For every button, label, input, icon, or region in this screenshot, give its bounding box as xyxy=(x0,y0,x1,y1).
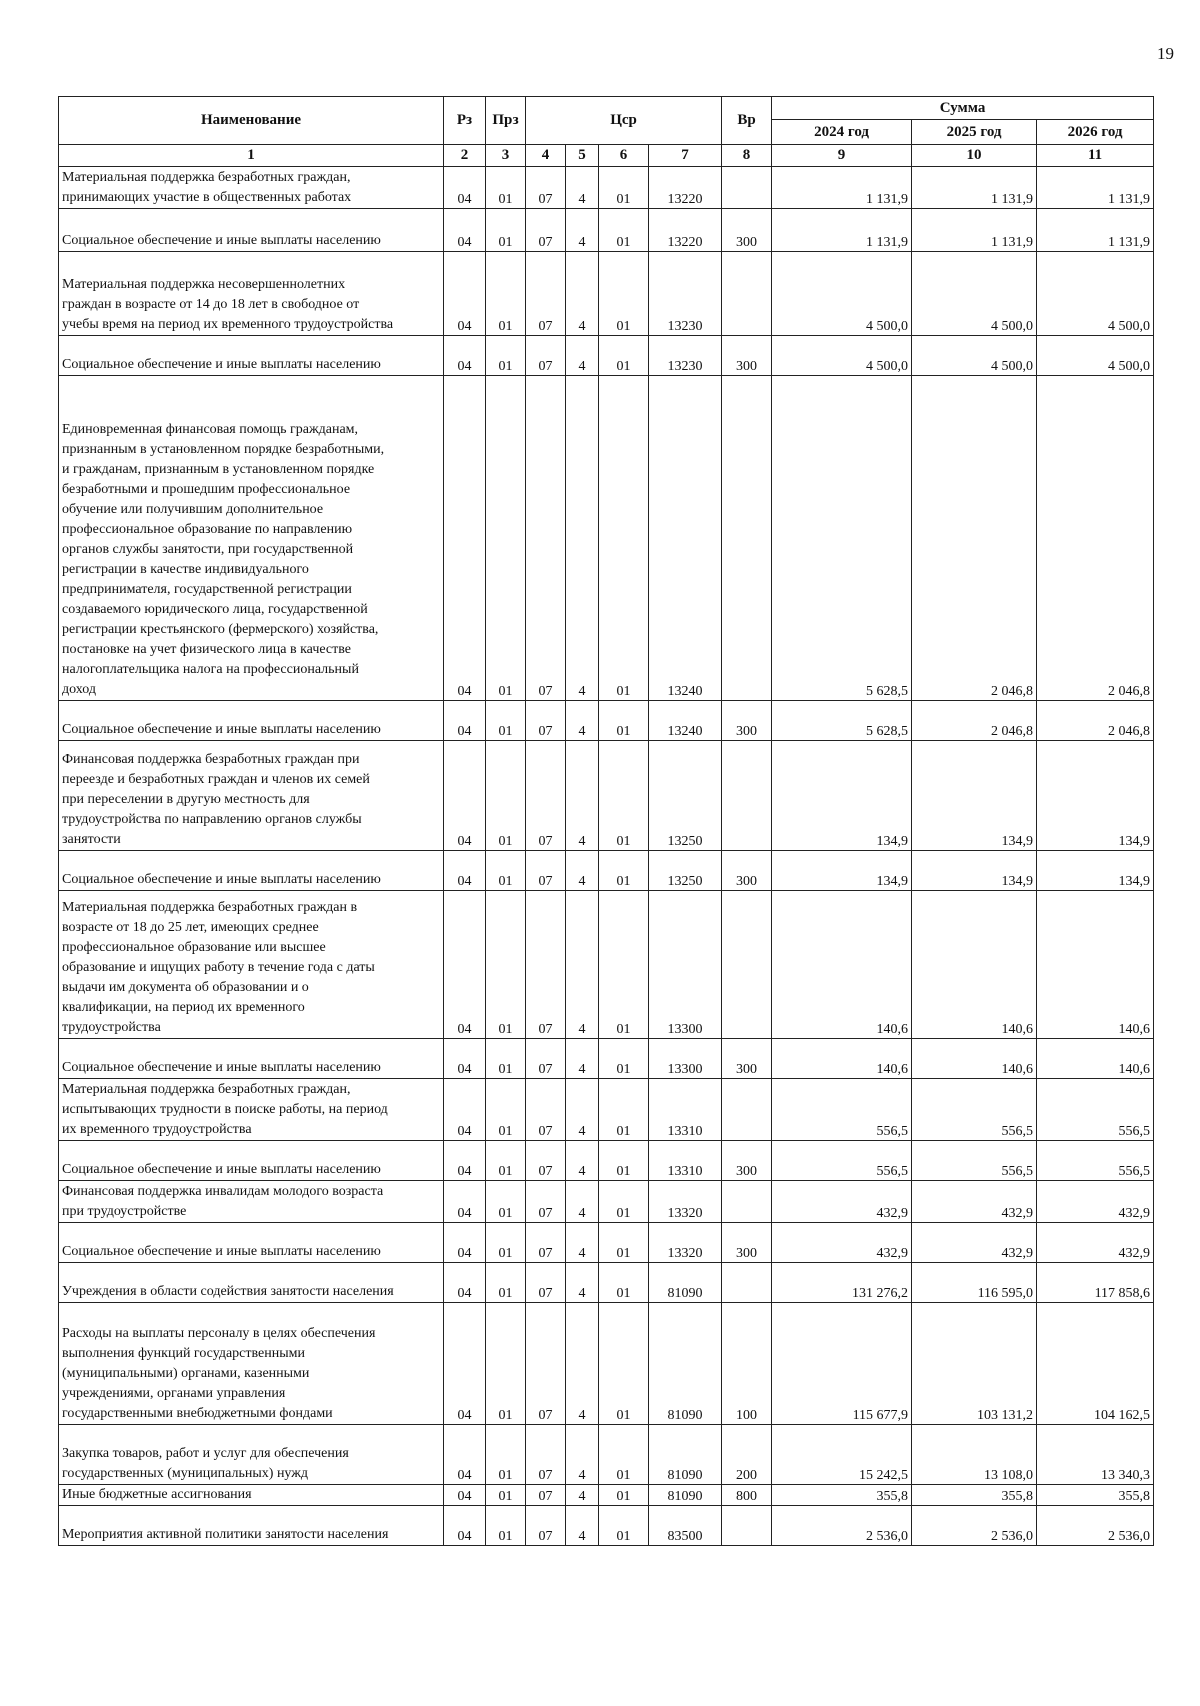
row-amount-2026: 134,9 xyxy=(1037,851,1154,891)
budget-table xyxy=(58,96,1154,1546)
row-csr-6: 01 xyxy=(599,336,649,376)
row-amount-2026: 4 500,0 xyxy=(1037,336,1154,376)
row-amount-2024: 140,6 xyxy=(772,1039,912,1079)
row-amount-2025: 355,8 xyxy=(912,1485,1037,1506)
row-amount-2024: 1 131,9 xyxy=(772,167,912,209)
row-prz: 01 xyxy=(486,1303,526,1425)
row-amount-2024: 5 628,5 xyxy=(772,701,912,741)
row-amount-2026: 432,9 xyxy=(1037,1181,1154,1223)
header-name: Наименование xyxy=(59,97,444,145)
row-csr-4: 07 xyxy=(526,701,566,741)
row-prz: 01 xyxy=(486,252,526,336)
row-amount-2024: 115 677,9 xyxy=(772,1303,912,1425)
column-number: 6 xyxy=(599,145,649,167)
row-csr-5: 4 xyxy=(566,336,599,376)
row-csr-7: 13220 xyxy=(649,167,722,209)
row-csr-6: 01 xyxy=(599,1263,649,1303)
row-csr-6: 01 xyxy=(599,891,649,1039)
row-csr-4: 07 xyxy=(526,1079,566,1141)
table-row xyxy=(59,1425,1154,1485)
row-vr xyxy=(722,1181,772,1223)
row-amount-2024: 1 131,9 xyxy=(772,209,912,252)
table-row xyxy=(59,1141,1154,1181)
row-name: Закупка товаров, работ и услуг для обеспечения государственных (муниципальных) нужд xyxy=(59,1425,444,1485)
row-prz: 01 xyxy=(486,851,526,891)
row-csr-7: 13320 xyxy=(649,1181,722,1223)
row-rz: 04 xyxy=(444,1039,486,1079)
row-amount-2024: 131 276,2 xyxy=(772,1263,912,1303)
table-row xyxy=(59,336,1154,376)
table-row xyxy=(59,252,1154,336)
row-name: Социальное обеспечение и иные выплаты населению xyxy=(59,851,444,891)
table-row xyxy=(59,1079,1154,1141)
table-row xyxy=(59,1039,1154,1079)
row-amount-2024: 556,5 xyxy=(772,1079,912,1141)
row-csr-5: 4 xyxy=(566,1181,599,1223)
table-row xyxy=(59,167,1154,209)
row-amount-2025: 432,9 xyxy=(912,1223,1037,1263)
row-amount-2026: 556,5 xyxy=(1037,1141,1154,1181)
row-vr xyxy=(722,1506,772,1546)
row-csr-4: 07 xyxy=(526,252,566,336)
row-csr-6: 01 xyxy=(599,209,649,252)
row-csr-4: 07 xyxy=(526,1223,566,1263)
column-number: 1 xyxy=(59,145,444,167)
row-csr-7: 81090 xyxy=(649,1303,722,1425)
row-prz: 01 xyxy=(486,1039,526,1079)
row-prz: 01 xyxy=(486,1506,526,1546)
row-csr-4: 07 xyxy=(526,1425,566,1485)
row-name: Социальное обеспечение и иные выплаты населению xyxy=(59,1223,444,1263)
row-amount-2025: 556,5 xyxy=(912,1079,1037,1141)
row-csr-5: 4 xyxy=(566,1223,599,1263)
row-csr-4: 07 xyxy=(526,1181,566,1223)
row-csr-7: 13250 xyxy=(649,741,722,851)
row-vr: 100 xyxy=(722,1303,772,1425)
column-number: 3 xyxy=(486,145,526,167)
row-csr-5: 4 xyxy=(566,1485,599,1506)
row-csr-4: 07 xyxy=(526,1039,566,1079)
row-csr-7: 13300 xyxy=(649,891,722,1039)
row-amount-2025: 140,6 xyxy=(912,891,1037,1039)
row-name: Учреждения в области содействия занятости населения xyxy=(59,1263,444,1303)
row-name: Социальное обеспечение и иные выплаты населению xyxy=(59,209,444,252)
row-amount-2025: 432,9 xyxy=(912,1181,1037,1223)
header-year-2025: 2025 год xyxy=(912,120,1037,145)
row-amount-2026: 117 858,6 xyxy=(1037,1263,1154,1303)
row-name: Социальное обеспечение и иные выплаты населению xyxy=(59,701,444,741)
table-row xyxy=(59,209,1154,252)
row-csr-7: 13320 xyxy=(649,1223,722,1263)
row-amount-2026: 556,5 xyxy=(1037,1079,1154,1141)
table-body xyxy=(59,167,1154,1546)
header-prz: Прз xyxy=(486,97,526,145)
row-rz: 04 xyxy=(444,1223,486,1263)
row-amount-2025: 2 536,0 xyxy=(912,1506,1037,1546)
row-name: Материальная поддержка безработных граждан, принимающих участие в общественных работах xyxy=(59,167,444,209)
row-csr-6: 01 xyxy=(599,1223,649,1263)
row-rz: 04 xyxy=(444,701,486,741)
row-csr-7: 13240 xyxy=(649,701,722,741)
row-rz: 04 xyxy=(444,1263,486,1303)
row-csr-5: 4 xyxy=(566,1263,599,1303)
row-amount-2024: 4 500,0 xyxy=(772,336,912,376)
table-row xyxy=(59,741,1154,851)
row-vr: 300 xyxy=(722,701,772,741)
table-row xyxy=(59,1223,1154,1263)
header-csr: Цср xyxy=(526,97,722,145)
row-amount-2025: 103 131,2 xyxy=(912,1303,1037,1425)
header-sum: Сумма xyxy=(772,97,1154,120)
row-csr-6: 01 xyxy=(599,252,649,336)
table-row xyxy=(59,701,1154,741)
row-rz: 04 xyxy=(444,252,486,336)
row-vr: 300 xyxy=(722,1141,772,1181)
row-rz: 04 xyxy=(444,209,486,252)
row-csr-4: 07 xyxy=(526,741,566,851)
row-rz: 04 xyxy=(444,336,486,376)
row-rz: 04 xyxy=(444,1303,486,1425)
row-name: Материальная поддержка безработных граждан, испытывающих трудности в поиске работы, на период их временного трудоустройства xyxy=(59,1079,444,1141)
row-prz: 01 xyxy=(486,1425,526,1485)
row-csr-5: 4 xyxy=(566,252,599,336)
row-rz: 04 xyxy=(444,1079,486,1141)
table-row xyxy=(59,851,1154,891)
table-row xyxy=(59,1263,1154,1303)
row-rz: 04 xyxy=(444,741,486,851)
row-prz: 01 xyxy=(486,891,526,1039)
row-name: Единовременная финансовая помощь гражданам, признанным в установленном порядке безработными, и гражданам, признанным в установленном порядке безработными и прошедшим профессиональное обучение или получившим дополнительное профессиональное образование по направлению органов службы занятости, при государственной регистрации в качестве индивидуального предпринимателя, государственной регистрации создаваемого юридического лица, государственной регистрации крестьянского (фермерского) хозяйства, постановке на учет физического лица в качестве налогоплательщика налога на профессиональный доход xyxy=(59,376,444,701)
row-rz: 04 xyxy=(444,1485,486,1506)
row-amount-2024: 4 500,0 xyxy=(772,252,912,336)
row-vr: 200 xyxy=(722,1425,772,1485)
row-vr: 300 xyxy=(722,851,772,891)
table-row xyxy=(59,1181,1154,1223)
row-rz: 04 xyxy=(444,891,486,1039)
row-amount-2025: 134,9 xyxy=(912,851,1037,891)
row-amount-2026: 355,8 xyxy=(1037,1485,1154,1506)
row-prz: 01 xyxy=(486,1141,526,1181)
row-csr-6: 01 xyxy=(599,741,649,851)
row-vr: 300 xyxy=(722,209,772,252)
row-csr-5: 4 xyxy=(566,851,599,891)
table-row xyxy=(59,1303,1154,1425)
row-amount-2026: 2 046,8 xyxy=(1037,701,1154,741)
row-amount-2026: 140,6 xyxy=(1037,1039,1154,1079)
row-csr-5: 4 xyxy=(566,1506,599,1546)
row-csr-5: 4 xyxy=(566,1425,599,1485)
table-row xyxy=(59,376,1154,701)
row-csr-7: 83500 xyxy=(649,1506,722,1546)
row-prz: 01 xyxy=(486,1485,526,1506)
row-name: Социальное обеспечение и иные выплаты населению xyxy=(59,1039,444,1079)
row-csr-7: 13230 xyxy=(649,252,722,336)
row-vr xyxy=(722,252,772,336)
row-csr-7: 81090 xyxy=(649,1263,722,1303)
row-csr-6: 01 xyxy=(599,1141,649,1181)
row-csr-5: 4 xyxy=(566,701,599,741)
table-row xyxy=(59,891,1154,1039)
row-csr-5: 4 xyxy=(566,891,599,1039)
row-csr-4: 07 xyxy=(526,1303,566,1425)
row-vr xyxy=(722,741,772,851)
row-amount-2026: 432,9 xyxy=(1037,1223,1154,1263)
row-amount-2025: 13 108,0 xyxy=(912,1425,1037,1485)
row-csr-5: 4 xyxy=(566,1079,599,1141)
column-number: 5 xyxy=(566,145,599,167)
row-csr-6: 01 xyxy=(599,1485,649,1506)
row-name: Иные бюджетные ассигнования xyxy=(59,1485,444,1506)
header-rz: Рз xyxy=(444,97,486,145)
row-csr-6: 01 xyxy=(599,1181,649,1223)
row-amount-2026: 104 162,5 xyxy=(1037,1303,1154,1425)
row-amount-2026: 13 340,3 xyxy=(1037,1425,1154,1485)
row-amount-2025: 1 131,9 xyxy=(912,209,1037,252)
row-csr-5: 4 xyxy=(566,376,599,701)
row-csr-4: 07 xyxy=(526,1506,566,1546)
row-csr-5: 4 xyxy=(566,167,599,209)
row-csr-6: 01 xyxy=(599,1039,649,1079)
row-name: Расходы на выплаты персоналу в целях обеспечения выполнения функций государственными (муниципальными) органами, казенными учреждениями, органами управления государственными внебюджетными фондами xyxy=(59,1303,444,1425)
row-csr-5: 4 xyxy=(566,1141,599,1181)
row-amount-2024: 432,9 xyxy=(772,1181,912,1223)
column-number-row xyxy=(59,145,1154,167)
row-rz: 04 xyxy=(444,1181,486,1223)
row-vr: 300 xyxy=(722,1223,772,1263)
row-amount-2025: 116 595,0 xyxy=(912,1263,1037,1303)
row-amount-2024: 134,9 xyxy=(772,741,912,851)
row-csr-5: 4 xyxy=(566,741,599,851)
row-name: Материальная поддержка несовершеннолетних граждан в возрасте от 14 до 18 лет в свободное от учебы время на период их временного трудоустройства xyxy=(59,252,444,336)
row-csr-7: 13220 xyxy=(649,209,722,252)
table-row xyxy=(59,1506,1154,1546)
header-vr: Вр xyxy=(722,97,772,145)
row-amount-2026: 1 131,9 xyxy=(1037,209,1154,252)
row-prz: 01 xyxy=(486,1181,526,1223)
row-name: Финансовая поддержка безработных граждан при переезде и безработных граждан и членов их семей при переселении в другую местность для трудоустройства по направлению органов службы занятости xyxy=(59,741,444,851)
row-csr-7: 13310 xyxy=(649,1141,722,1181)
row-prz: 01 xyxy=(486,167,526,209)
row-amount-2026: 134,9 xyxy=(1037,741,1154,851)
row-prz: 01 xyxy=(486,741,526,851)
row-csr-7: 13300 xyxy=(649,1039,722,1079)
row-vr: 300 xyxy=(722,336,772,376)
row-amount-2024: 140,6 xyxy=(772,891,912,1039)
row-amount-2025: 134,9 xyxy=(912,741,1037,851)
row-csr-4: 07 xyxy=(526,1141,566,1181)
row-csr-5: 4 xyxy=(566,1303,599,1425)
row-csr-6: 01 xyxy=(599,1506,649,1546)
row-prz: 01 xyxy=(486,701,526,741)
row-name: Финансовая поддержка инвалидам молодого возраста при трудоустройстве xyxy=(59,1181,444,1223)
row-rz: 04 xyxy=(444,1506,486,1546)
column-number: 4 xyxy=(526,145,566,167)
row-csr-7: 81090 xyxy=(649,1485,722,1506)
row-prz: 01 xyxy=(486,1223,526,1263)
row-amount-2024: 134,9 xyxy=(772,851,912,891)
row-csr-4: 07 xyxy=(526,1485,566,1506)
row-amount-2024: 5 628,5 xyxy=(772,376,912,701)
row-amount-2024: 556,5 xyxy=(772,1141,912,1181)
row-csr-6: 01 xyxy=(599,1079,649,1141)
row-amount-2026: 2 536,0 xyxy=(1037,1506,1154,1546)
row-amount-2026: 2 046,8 xyxy=(1037,376,1154,701)
row-amount-2025: 2 046,8 xyxy=(912,376,1037,701)
row-csr-6: 01 xyxy=(599,851,649,891)
row-csr-7: 13310 xyxy=(649,1079,722,1141)
row-csr-4: 07 xyxy=(526,1263,566,1303)
row-csr-4: 07 xyxy=(526,336,566,376)
row-csr-6: 01 xyxy=(599,167,649,209)
row-vr: 300 xyxy=(722,1039,772,1079)
row-csr-7: 13230 xyxy=(649,336,722,376)
row-csr-4: 07 xyxy=(526,209,566,252)
row-prz: 01 xyxy=(486,1079,526,1141)
row-amount-2025: 1 131,9 xyxy=(912,167,1037,209)
table-row xyxy=(59,1485,1154,1506)
row-csr-6: 01 xyxy=(599,701,649,741)
row-rz: 04 xyxy=(444,851,486,891)
column-number: 7 xyxy=(649,145,722,167)
row-prz: 01 xyxy=(486,336,526,376)
row-amount-2024: 355,8 xyxy=(772,1485,912,1506)
row-csr-5: 4 xyxy=(566,1039,599,1079)
row-rz: 04 xyxy=(444,1425,486,1485)
column-number: 10 xyxy=(912,145,1037,167)
row-csr-4: 07 xyxy=(526,891,566,1039)
row-vr xyxy=(722,1079,772,1141)
row-amount-2025: 2 046,8 xyxy=(912,701,1037,741)
row-amount-2025: 556,5 xyxy=(912,1141,1037,1181)
row-rz: 04 xyxy=(444,167,486,209)
row-vr xyxy=(722,167,772,209)
header-year-2026: 2026 год xyxy=(1037,120,1154,145)
page-number: 19 xyxy=(1157,44,1174,63)
row-csr-6: 01 xyxy=(599,1425,649,1485)
row-name: Социальное обеспечение и иные выплаты населению xyxy=(59,336,444,376)
row-vr xyxy=(722,376,772,701)
row-csr-4: 07 xyxy=(526,851,566,891)
column-number: 2 xyxy=(444,145,486,167)
row-prz: 01 xyxy=(486,376,526,701)
column-number: 8 xyxy=(722,145,772,167)
row-csr-6: 01 xyxy=(599,376,649,701)
row-csr-5: 4 xyxy=(566,209,599,252)
row-rz: 04 xyxy=(444,376,486,701)
row-amount-2026: 4 500,0 xyxy=(1037,252,1154,336)
row-vr xyxy=(722,1263,772,1303)
column-number: 9 xyxy=(772,145,912,167)
row-amount-2025: 4 500,0 xyxy=(912,336,1037,376)
row-name: Социальное обеспечение и иные выплаты населению xyxy=(59,1141,444,1181)
header-year-2024: 2024 год xyxy=(772,120,912,145)
row-name: Материальная поддержка безработных граждан в возрасте от 18 до 25 лет, имеющих среднее профессиональное образование или высшее образование и ищущих работу в течение года с даты выдачи им документа об образовании и о квалификации, на период их временного трудоустройства xyxy=(59,891,444,1039)
row-csr-4: 07 xyxy=(526,167,566,209)
row-csr-7: 81090 xyxy=(649,1425,722,1485)
row-amount-2025: 4 500,0 xyxy=(912,252,1037,336)
row-vr xyxy=(722,891,772,1039)
column-number: 11 xyxy=(1037,145,1154,167)
row-amount-2025: 140,6 xyxy=(912,1039,1037,1079)
row-prz: 01 xyxy=(486,209,526,252)
row-amount-2024: 432,9 xyxy=(772,1223,912,1263)
row-amount-2024: 2 536,0 xyxy=(772,1506,912,1546)
row-prz: 01 xyxy=(486,1263,526,1303)
row-csr-7: 13240 xyxy=(649,376,722,701)
row-csr-7: 13250 xyxy=(649,851,722,891)
row-rz: 04 xyxy=(444,1141,486,1181)
row-amount-2024: 15 242,5 xyxy=(772,1425,912,1485)
row-name: Мероприятия активной политики занятости населения xyxy=(59,1506,444,1546)
row-amount-2026: 1 131,9 xyxy=(1037,167,1154,209)
row-csr-6: 01 xyxy=(599,1303,649,1425)
row-amount-2026: 140,6 xyxy=(1037,891,1154,1039)
row-vr: 800 xyxy=(722,1485,772,1506)
row-csr-4: 07 xyxy=(526,376,566,701)
